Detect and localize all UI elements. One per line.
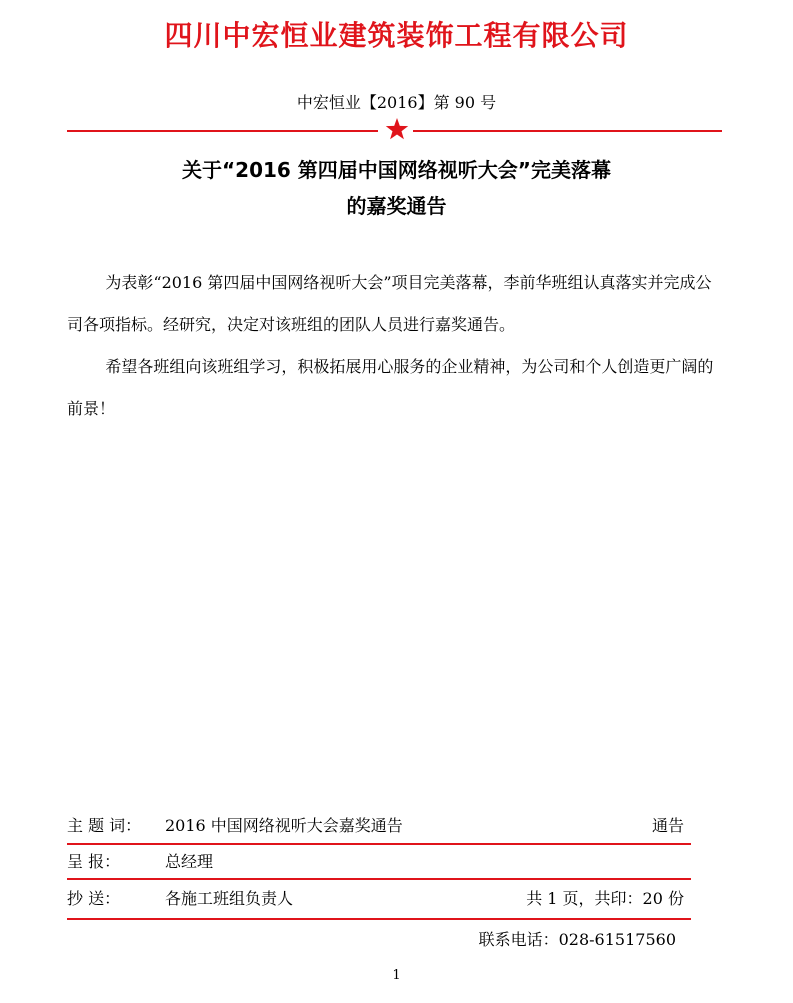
report-row: [67, 851, 692, 873]
body-paragraph-2: 希望各班组向该班组学习，积极拓展用心服务的企业精神，为公司和个人创造更广阔的前景！: [67, 357, 714, 418]
report-label: 呈 报：: [67, 852, 121, 871]
document-number: 中宏恒业【2016】第 90 号: [296, 93, 497, 112]
notice-title-line1: 关于“2016 第四届中国网络视听大会”完美落幕: [182, 158, 611, 182]
page-number: 1: [392, 968, 401, 983]
subject-row: [67, 815, 692, 837]
copy-value: 各施工班组负责人: [165, 889, 294, 908]
subject-value: 2016 中国网络视听大会嘉奖通告: [165, 816, 403, 835]
header-divider-left: [67, 130, 378, 132]
company-header: 四川中宏恒业建筑装饰工程有限公司: [164, 19, 629, 52]
copy-label: 抄 送：: [67, 889, 121, 908]
subject-type: 通告: [651, 816, 684, 835]
print-count: 共 1 页，共印：20 份: [526, 889, 684, 908]
red-star-icon: [385, 117, 409, 141]
notice-title-line2: 的嘉奖通告: [346, 194, 447, 218]
subject-label: 主 题 词：: [67, 816, 142, 835]
footer-divider-2: [67, 878, 691, 880]
footer-divider-3: [67, 918, 691, 920]
notice-title: [0, 152, 793, 224]
footer-divider-1: [67, 843, 691, 845]
copy-row: [67, 888, 692, 910]
body-paragraph-1: 为表彰“2016 第四届中国网络视听大会”项目完美落幕，李前华班组认真落实并完成公司各项指标。经研究，决定对该班组的团队人员进行嘉奖通告。: [67, 273, 712, 334]
notice-body: [67, 262, 727, 430]
contact-phone: 联系电话：028-61517560: [478, 930, 676, 949]
report-value: 总经理: [165, 852, 214, 871]
header-divider-right: [413, 130, 722, 132]
